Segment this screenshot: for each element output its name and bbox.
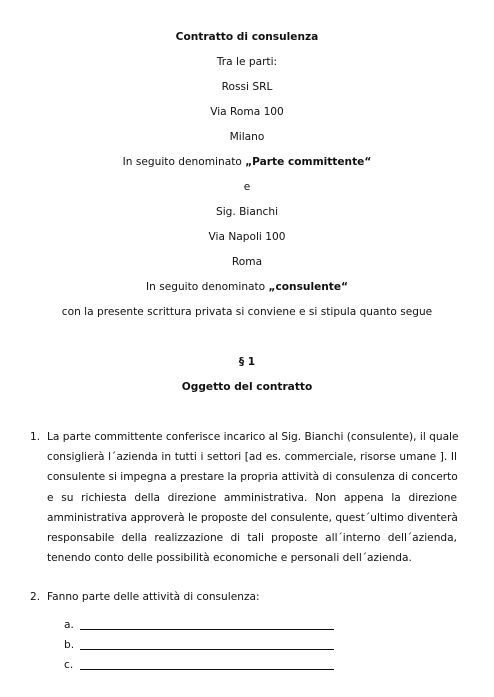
document-title: Contratto di consulenza xyxy=(175,31,319,43)
text-line: e su richiesta della direzione amministrativa. Non appena la direzione xyxy=(47,491,457,504)
party2-street: Via Napoli 100 xyxy=(208,231,286,243)
party1-street: Via Roma 100 xyxy=(210,106,284,118)
list-item-number: 1. xyxy=(30,431,41,443)
sub-item-label: a. xyxy=(64,619,74,631)
text-line: tenendo conto delle possibilità economiche e personali dell´azienda. xyxy=(47,552,412,565)
designation-prefix: In seguito denominato xyxy=(145,281,269,293)
sub-item-label: b. xyxy=(64,639,75,651)
party1-designation xyxy=(0,155,494,169)
text-line: amministrativa approverà le proposte del consulente, quest´ultimo diventerà xyxy=(47,511,458,524)
preamble: con la presente scrittura privata si conviene e si stipula quanto segue xyxy=(61,306,433,318)
designation-term: „Parte committente“ xyxy=(245,156,372,168)
section-title: Oggetto del contratto xyxy=(181,381,313,393)
party2-city: Roma xyxy=(231,256,263,268)
between-parties-label: Tra le parti: xyxy=(216,56,278,68)
designation-term: „consulente“ xyxy=(268,281,349,293)
blank-fill-line xyxy=(80,629,334,630)
blank-fill-line xyxy=(80,649,334,650)
party2-designation xyxy=(0,280,494,294)
text-line: responsabile della realizzazione di tali proposte all´interno dell´azienda, xyxy=(47,532,457,545)
list-item-text xyxy=(47,427,457,568)
text-line: Fanno parte delle attività di consulenza: xyxy=(47,591,260,603)
text-line: consulente si impegna a prestare la propria attività di consulenza di concerto xyxy=(47,471,458,484)
section-number: § 1 xyxy=(238,356,256,368)
designation-prefix: In seguito denominato xyxy=(122,156,246,168)
party1-name: Rossi SRL xyxy=(221,81,273,93)
party1-city: Milano xyxy=(229,131,265,143)
sub-item-label: c. xyxy=(64,659,74,671)
list-item-text xyxy=(47,587,457,607)
blank-fill-line xyxy=(80,669,334,670)
text-line: consiglierà l´azienda in tutti i settori [ad es. commerciale, risorse umane ]. Il xyxy=(47,451,457,464)
party2-name: Sig. Bianchi xyxy=(215,206,279,218)
conjunction: e xyxy=(243,181,251,193)
list-item-number: 2. xyxy=(30,591,41,603)
text-line: La parte committente conferisce incarico al Sig. Bianchi (consulente), il quale xyxy=(47,431,459,443)
